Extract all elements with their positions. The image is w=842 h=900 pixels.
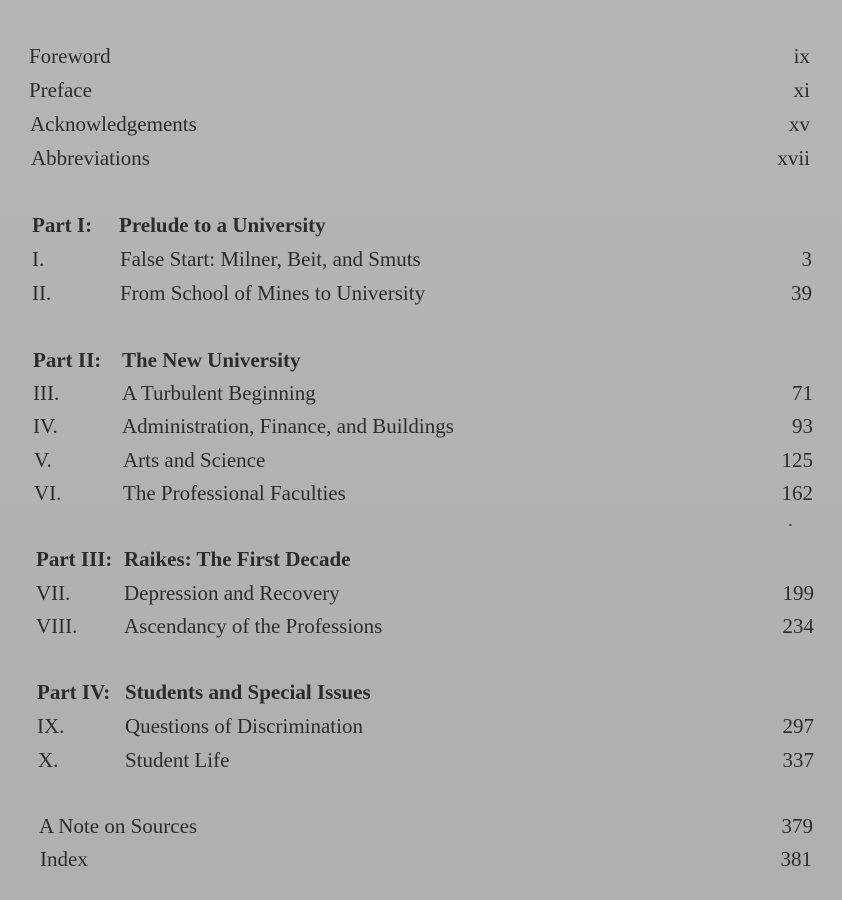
chapter-title: Administration, Finance, and Buildings [122, 414, 454, 438]
chapter-title: False Start: Milner, Beit, and Smuts [120, 247, 421, 271]
chapter-number: V. [34, 448, 52, 472]
toc-entry-index [40, 844, 812, 874]
part-title: Raikes: The First Decade [124, 547, 351, 571]
chapter-page: 234 [782, 614, 814, 638]
entry-page: ix [793, 44, 810, 68]
toc-entry-chapter-9 [37, 711, 814, 741]
toc-entry-chapter-6 [34, 478, 813, 508]
entry-title: Abbreviations [31, 146, 150, 170]
print-speck [789, 524, 792, 526]
chapter-title: Questions of Discrimination [125, 714, 363, 738]
chapter-number: VI. [34, 481, 62, 505]
entry-page: xv [789, 112, 810, 136]
toc-entry-chapter-1 [32, 244, 812, 274]
chapter-number: IV. [33, 414, 58, 438]
chapter-title: Arts and Science [123, 448, 266, 472]
toc-entry-note-on-sources [39, 811, 813, 841]
toc-entry-abbreviations [31, 143, 810, 173]
entry-title: Index [40, 847, 88, 871]
toc-entry-chapter-8 [36, 611, 814, 641]
chapter-page: 39 [791, 281, 812, 305]
chapter-number: II. [32, 281, 52, 305]
chapter-title: From School of Mines to University [120, 281, 426, 305]
chapter-number: IX. [37, 714, 65, 738]
chapter-title: The Professional Faculties [123, 481, 346, 505]
part-heading-2 [33, 345, 813, 375]
chapter-number: III. [33, 381, 60, 405]
entry-page: xi [793, 78, 810, 102]
chapter-title: Depression and Recovery [124, 581, 340, 605]
toc-entry-chapter-5 [34, 445, 813, 475]
part-label: Part II: [33, 348, 102, 372]
chapter-page: 337 [782, 748, 814, 772]
chapter-number: VII. [36, 581, 71, 605]
chapter-number: I. [32, 247, 45, 271]
part-heading-4 [37, 677, 814, 707]
toc-entry-chapter-2 [32, 278, 812, 308]
chapter-number: VIII. [36, 614, 78, 638]
chapter-page: 3 [801, 247, 812, 271]
part-heading-1 [32, 210, 812, 240]
entry-title: A Note on Sources [39, 814, 198, 838]
chapter-number: X. [38, 748, 59, 772]
chapter-title: Student Life [125, 748, 230, 772]
entry-page: xvii [777, 146, 810, 170]
part-label: Part I: [32, 213, 93, 237]
chapter-page: 297 [782, 714, 814, 738]
part-heading-3 [36, 544, 814, 574]
chapter-title: A Turbulent Beginning [122, 381, 316, 405]
entry-page: 381 [780, 847, 812, 871]
chapter-page: 199 [782, 581, 814, 605]
toc-entry-chapter-10 [38, 745, 814, 775]
entry-page: 379 [781, 814, 813, 838]
part-title: Prelude to a University [119, 213, 326, 237]
part-label: Part IV: [37, 680, 111, 704]
chapter-page: 71 [792, 381, 813, 405]
chapter-page: 93 [792, 414, 813, 438]
toc-entry-chapter-4 [33, 411, 813, 441]
entry-title: Acknowledgements [30, 112, 197, 136]
entry-title: Foreword [29, 44, 111, 68]
chapter-page: 125 [781, 448, 813, 472]
chapter-page: 162 [781, 481, 813, 505]
toc-entry-acknowledgements [30, 109, 810, 139]
toc-entry-chapter-7 [36, 578, 814, 608]
toc-entry-chapter-3 [33, 378, 813, 408]
entry-title: Preface [29, 78, 92, 102]
part-label: Part III: [36, 547, 113, 571]
part-title: The New University [122, 348, 301, 372]
toc-entry-preface [29, 75, 810, 105]
toc-entry-foreword [29, 41, 810, 71]
part-title: Students and Special Issues [125, 680, 371, 704]
chapter-title: Ascendancy of the Professions [124, 614, 383, 638]
